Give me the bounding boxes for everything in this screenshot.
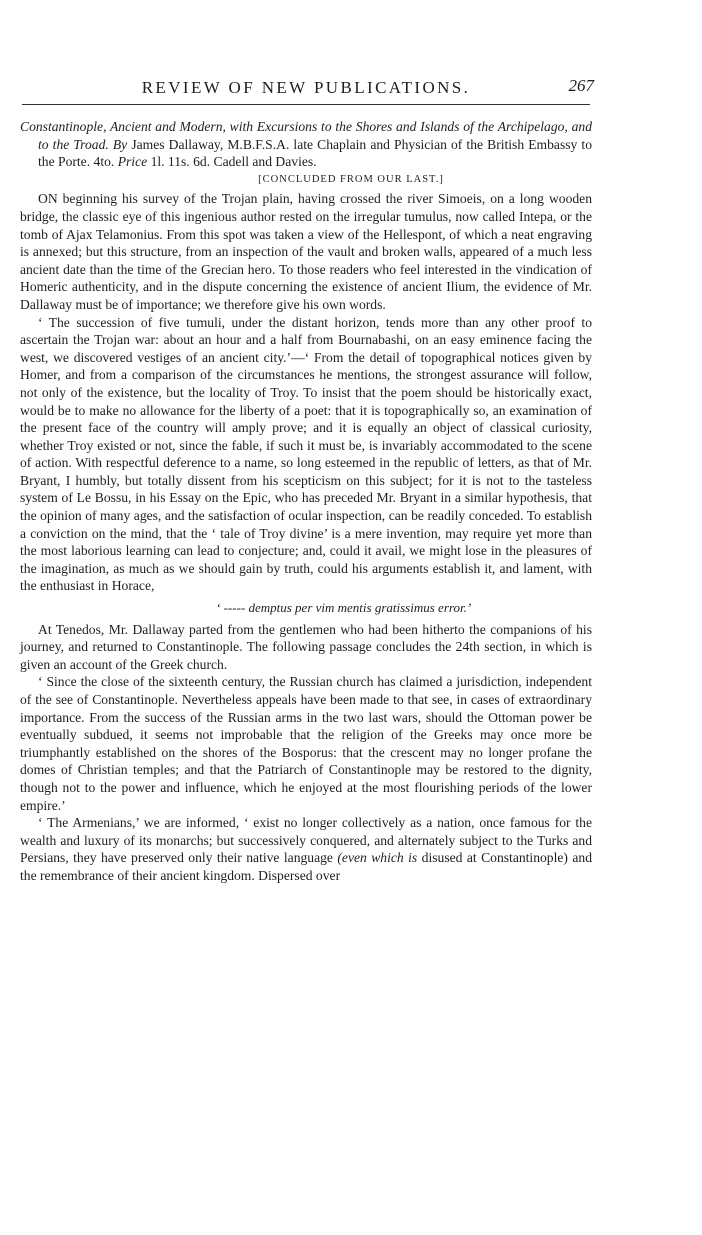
paragraph-trojan-plain: ON beginning his survey of the Trojan plain, having crossed the river Simoeis, on a long wooden bridge, the classic eye of this ingenious author rested on the irregular tumulus, now called Intepa, or the tomb of Ajax Telamonius. From this spot was taken a view of the Hellespont, of which a neat engraving is annexed; but this structure, from an inspection of the vault and broken walls, appeared of a much less ancient date than the time of the Grecian hero. To those readers who feel interested in the vindication of Homeric authenticity, and in the dispute concerning the existence of ancient Ilium, the evidence of Mr. Dallaway must be of importance; we therefore give his own words. [20,191,592,312]
running-head [20,78,592,114]
book-author: James Dallaway, M.B.F.S.A. late Chaplain and Physician of the British Embassy to the Porte. [38,136,592,170]
price-label: Price [117,154,148,170]
armenians-text-end: disused at Constantinople) and the remembrance of their ancient kingdom. Dispersed over [20,850,592,883]
author-lead: By [112,136,128,152]
paragraph-tenedos: At Tenedos, Mr. Dallaway parted from the gentlemen who had been hitherto the companions of his journey, and returned to Constantinople. The following passage concludes the 24th section, in which is given an account of the Greek church. [20,621,592,672]
header-rule [22,104,590,105]
armenians-text-start: ‘ The Armenians,’ we are informed, ‘ exist no longer collectively as a nation, once famous for the wealth and luxury of its monarchs; but successively conquered, and alternately subject to the Turks and Persians, they have preserved only their native language [20,815,592,866]
page-number: 267 [568,76,594,95]
book-publishers: Cadell and Davies. [213,154,317,170]
armenians-italic-phrase: (even which is [337,850,418,866]
running-title: REVIEW OF NEW PUBLICATIONS. [141,78,471,97]
quotation-tumuli: ‘ The succession of five tumuli, under the distant horizon, tends more than any other proof to ascertain the Trojan war: about an hour and a half from Bournabashi, on an easy eminence facing the west, we discovered vestiges of an ancient city.’—‘ From the detail of topographical notices given by Homer, and from a comparison of the circumstances he mentions, the strongest assurance will follow, not only of the existence, but the locality of Troy. To insist that the poem should be historically exact, would be to make no allowance for the liberty of a poet: that it is topographically so, an examination of the present face of the country will amply prove; and it is equally an object of classical curiosity, whether Troy existed or not, since the fable, if such it must be, is invariably accommodated to the scene of action. With respectful deference to a name, so long esteemed in the republic of letters, as that of Mr. Bryant, I humbly, but totally dissent from his scepticism on this subject; for it is not to the tasteless system of Le Bossu, in his Essay on the Epic, who has preceded Mr. Bryant in a similar hypothesis, that the opinion of many ages, and the satisfaction of ocular inspection, can be readily conceded. To establish a conviction on the mind, that the ‘ tale of Troy divine’ is a mere invention, may require yet more than the most laborious learning can lead to conjecture; and, could it avail, we might lose in the pleasures of the imagination, as much as we should gain by truth, could his arguments establish it, and lament, with the enthusiast in Horace, [20,314,592,594]
review-heading [20,118,592,171]
book-price: 1l. 11s. 6d. [150,154,211,170]
book-format: 4to. [93,154,115,170]
book-title: Constantinople, Ancient and Modern, with Excursions to the Shores and Islands of the Archipelago, and to the Troad. [20,119,592,152]
continuation-note: [CONCLUDED FROM OUR LAST.] [258,173,444,185]
quotation-armenians [20,814,592,884]
article-body [20,118,592,885]
quotation-russian-church: ‘ Since the close of the sixteenth century, the Russian church has claimed a jurisdiction, independent of the see of Constantinople. Nevertheless appeals have been made to that see, in cases of extraordinary importance. From the success of the Russian arms in the two last wars, should the Ottoman power be eventually subdued, it seems not improbable that the religion of the Greeks may once more be triumphantly established on the shores of the Bosporus: that the crescent may no longer profane the domes of Christian temples; and that the Patriarch of Constantinople may be restored to the dignity, though not to the power and influence, which he enjoyed at the most flourishing periods of the lower empire.’ [20,674,592,813]
latin-quotation: ‘ ----- demptus per vim mentis gratissimus error.’ [216,600,472,616]
